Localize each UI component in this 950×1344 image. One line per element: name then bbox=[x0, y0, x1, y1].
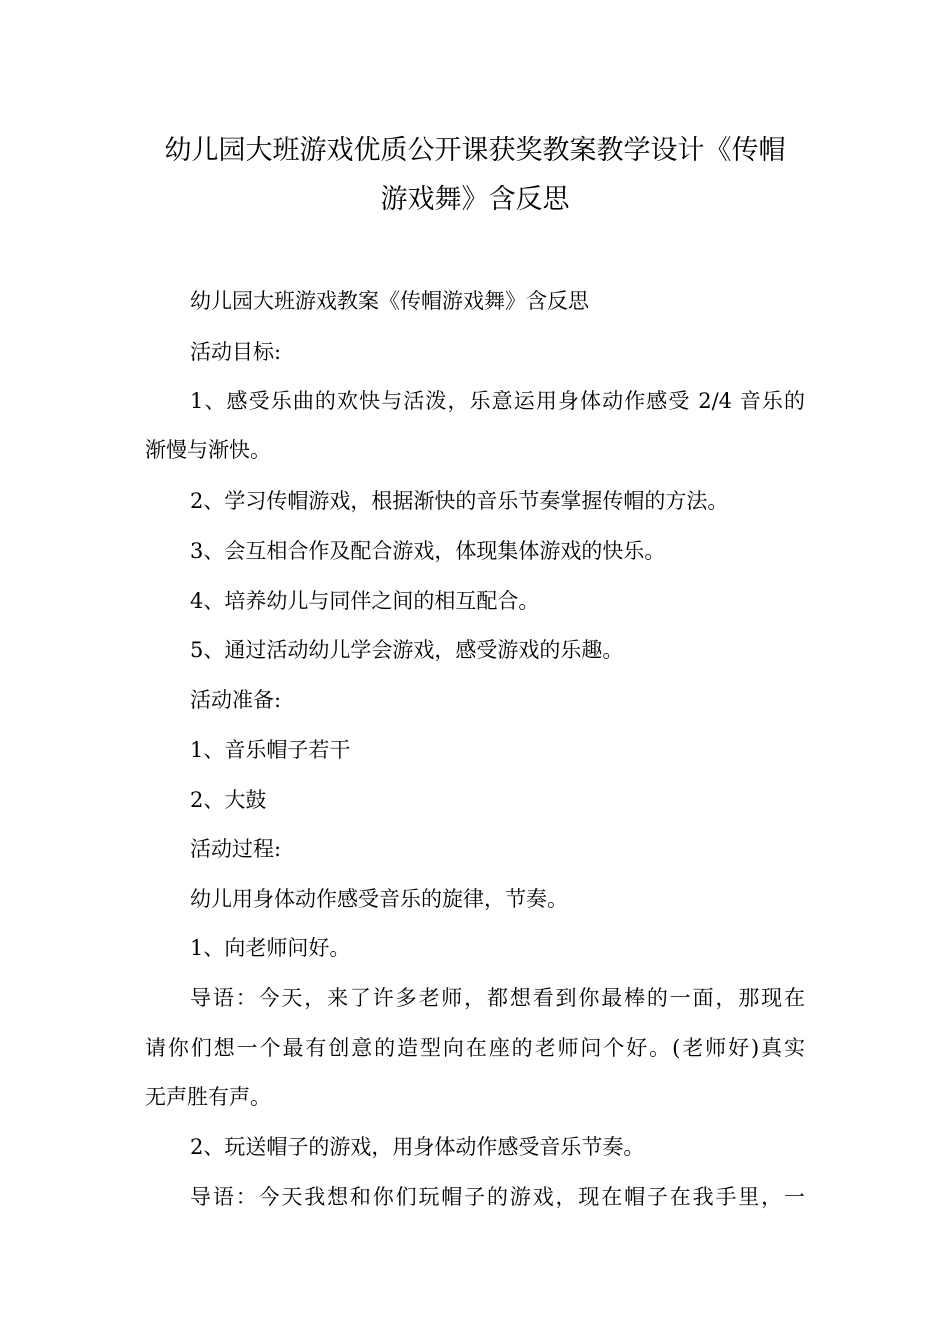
guide-text-2-line-1: 导语：今天我想和你们玩帽子的游戏，现在帽子在我手里，一 bbox=[190, 1185, 805, 1209]
goal-item-4: 4、培养幼儿与同伴之间的相互配合。 bbox=[190, 589, 540, 613]
guide-text-1-line-3: 无声胜有声。 bbox=[145, 1085, 271, 1109]
preparation-item-1: 1、音乐帽子若干 bbox=[190, 738, 351, 762]
goal-item-3: 3、会互相合作及配合游戏，体现集体游戏的快乐。 bbox=[190, 539, 666, 563]
goal-item-1-line-1: 1、感受乐曲的欢快与活泼，乐意运用身体动作感受 2/4 音乐的 bbox=[190, 389, 805, 413]
goal-item-2: 2、学习传帽游戏，根据渐快的音乐节奏掌握传帽的方法。 bbox=[190, 489, 729, 513]
document-title-line-1: 幼儿园大班游戏优质公开课获奖教案教学设计《传帽 bbox=[164, 135, 786, 166]
document-title-line-2: 游戏舞》含反思 bbox=[380, 184, 570, 215]
subtitle-line: 幼儿园大班游戏教案《传帽游戏舞》含反思 bbox=[190, 289, 589, 313]
process-step-2: 2、玩送帽子的游戏，用身体动作感受音乐节奏。 bbox=[190, 1135, 645, 1159]
process-intro: 幼儿用身体动作感受音乐的旋律，节奏。 bbox=[190, 887, 568, 911]
process-step-1: 1、向老师问好。 bbox=[190, 936, 351, 960]
guide-text-1-line-2: 请你们想一个最有创意的造型向在座的老师问个好。(老师好)真实 bbox=[145, 1036, 805, 1060]
section-heading-preparation: 活动准备: bbox=[190, 688, 282, 712]
goal-item-5: 5、通过活动幼儿学会游戏，感受游戏的乐趣。 bbox=[190, 638, 624, 662]
guide-text-1-line-1: 导语：今天，来了许多老师，都想看到你最棒的一面，那现在 bbox=[190, 986, 805, 1010]
preparation-item-2: 2、大鼓 bbox=[190, 788, 267, 812]
goal-item-1-line-2: 渐慢与渐快。 bbox=[145, 438, 271, 462]
section-heading-goals: 活动目标: bbox=[190, 340, 282, 364]
section-heading-process: 活动过程: bbox=[190, 837, 282, 861]
